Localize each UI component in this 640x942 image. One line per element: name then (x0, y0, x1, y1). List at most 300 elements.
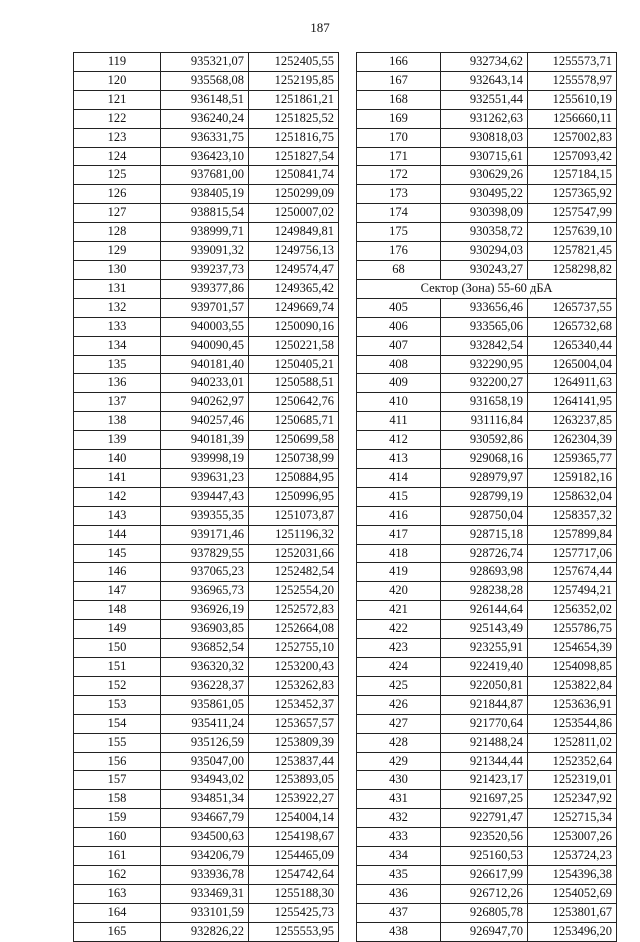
table-row (74, 166, 339, 185)
y-coordinate-cell: 1252347,92 (528, 790, 617, 809)
point-number-cell: 171 (357, 147, 441, 166)
point-number-cell: 417 (357, 525, 441, 544)
x-coordinate-cell: 940262,97 (161, 393, 249, 412)
y-coordinate-cell: 1253262,83 (249, 676, 339, 695)
y-coordinate-cell: 1249849,81 (249, 223, 339, 242)
point-number-cell: 423 (357, 639, 441, 658)
point-number-cell: 131 (74, 279, 161, 298)
point-number-cell: 429 (357, 752, 441, 771)
y-coordinate-cell: 1250588,51 (249, 374, 339, 393)
x-coordinate-cell: 935047,00 (161, 752, 249, 771)
y-coordinate-cell: 1258357,32 (528, 506, 617, 525)
y-coordinate-cell: 1250699,58 (249, 431, 339, 450)
point-number-cell: 143 (74, 506, 161, 525)
x-coordinate-cell: 938999,71 (161, 223, 249, 242)
x-coordinate-cell: 928238,28 (441, 582, 528, 601)
x-coordinate-cell: 933656,46 (441, 298, 528, 317)
point-number-cell: 154 (74, 714, 161, 733)
y-coordinate-cell: 1254198,67 (249, 828, 339, 847)
point-number-cell: 175 (357, 223, 441, 242)
x-coordinate-cell: 937829,55 (161, 544, 249, 563)
x-coordinate-cell: 934206,79 (161, 847, 249, 866)
point-number-cell: 145 (74, 544, 161, 563)
point-number-cell: 142 (74, 487, 161, 506)
y-coordinate-cell: 1254004,14 (249, 809, 339, 828)
table-row (357, 658, 617, 677)
y-coordinate-cell: 1253007,26 (528, 828, 617, 847)
point-number-cell: 120 (74, 71, 161, 90)
y-coordinate-cell: 1254098,85 (528, 658, 617, 677)
y-coordinate-cell: 1259182,16 (528, 468, 617, 487)
point-number-cell: 428 (357, 733, 441, 752)
point-number-cell: 418 (357, 544, 441, 563)
point-number-cell: 155 (74, 733, 161, 752)
table-row (74, 847, 339, 866)
x-coordinate-cell: 921423,17 (441, 771, 528, 790)
x-coordinate-cell: 926144,64 (441, 601, 528, 620)
point-number-cell: 139 (74, 431, 161, 450)
table-row (74, 828, 339, 847)
x-coordinate-cell: 939447,43 (161, 487, 249, 506)
point-number-cell: 128 (74, 223, 161, 242)
x-coordinate-cell: 939701,57 (161, 298, 249, 317)
y-coordinate-cell: 1254052,69 (528, 884, 617, 903)
table-row (357, 695, 617, 714)
x-coordinate-cell: 930592,86 (441, 431, 528, 450)
point-number-cell: 167 (357, 71, 441, 90)
table-row (74, 601, 339, 620)
x-coordinate-cell: 923255,91 (441, 639, 528, 658)
x-coordinate-cell: 932551,44 (441, 90, 528, 109)
y-coordinate-cell: 1258632,04 (528, 487, 617, 506)
x-coordinate-cell: 922050,81 (441, 676, 528, 695)
point-number-cell: 68 (357, 260, 441, 279)
x-coordinate-cell: 936926,19 (161, 601, 249, 620)
table-row (74, 525, 339, 544)
table-row (74, 336, 339, 355)
x-coordinate-cell: 934943,02 (161, 771, 249, 790)
table-row (357, 506, 617, 525)
table-row (74, 374, 339, 393)
table-row (357, 790, 617, 809)
y-coordinate-cell: 1253496,20 (528, 922, 617, 941)
x-coordinate-cell: 930818,03 (441, 128, 528, 147)
point-number-cell: 412 (357, 431, 441, 450)
x-coordinate-cell: 936965,73 (161, 582, 249, 601)
x-coordinate-cell: 932200,27 (441, 374, 528, 393)
y-coordinate-cell: 1255573,71 (528, 53, 617, 72)
point-number-cell: 123 (74, 128, 161, 147)
right-coordinates-table (356, 52, 617, 942)
table-row (74, 298, 339, 317)
table-row (74, 922, 339, 941)
y-coordinate-cell: 1251816,75 (249, 128, 339, 147)
point-number-cell: 146 (74, 563, 161, 582)
table-row (357, 223, 617, 242)
x-coordinate-cell: 940181,39 (161, 431, 249, 450)
table-row (357, 771, 617, 790)
x-coordinate-cell: 931658,19 (441, 393, 528, 412)
y-coordinate-cell: 1252195,85 (249, 71, 339, 90)
table-row (357, 147, 617, 166)
point-number-cell: 140 (74, 450, 161, 469)
y-coordinate-cell: 1264911,63 (528, 374, 617, 393)
table-row (74, 393, 339, 412)
y-coordinate-cell: 1253200,43 (249, 658, 339, 677)
y-coordinate-cell: 1252482,54 (249, 563, 339, 582)
x-coordinate-cell: 921697,25 (441, 790, 528, 809)
x-coordinate-cell: 926947,70 (441, 922, 528, 941)
point-number-cell: 159 (74, 809, 161, 828)
point-number-cell: 153 (74, 695, 161, 714)
y-coordinate-cell: 1251861,21 (249, 90, 339, 109)
table-row (74, 412, 339, 431)
y-coordinate-cell: 1251196,32 (249, 525, 339, 544)
x-coordinate-cell: 925143,49 (441, 620, 528, 639)
table-row (74, 185, 339, 204)
table-row (357, 298, 617, 317)
point-number-cell: 152 (74, 676, 161, 695)
y-coordinate-cell: 1257365,92 (528, 185, 617, 204)
x-coordinate-cell: 938405,19 (161, 185, 249, 204)
page-number: 187 (310, 20, 330, 35)
point-number-cell: 405 (357, 298, 441, 317)
point-number-cell: 133 (74, 317, 161, 336)
table-row (74, 260, 339, 279)
x-coordinate-cell: 938815,54 (161, 204, 249, 223)
table-row (357, 374, 617, 393)
y-coordinate-cell: 1253544,86 (528, 714, 617, 733)
x-coordinate-cell: 931262,63 (441, 109, 528, 128)
point-number-cell: 148 (74, 601, 161, 620)
point-number-cell: 408 (357, 355, 441, 374)
table-row (74, 790, 339, 809)
y-coordinate-cell: 1253837,44 (249, 752, 339, 771)
table-row (74, 658, 339, 677)
table-row (74, 223, 339, 242)
table-row (357, 922, 617, 941)
point-number-cell: 434 (357, 847, 441, 866)
x-coordinate-cell: 940233,01 (161, 374, 249, 393)
point-number-cell: 138 (74, 412, 161, 431)
table-row (74, 242, 339, 261)
point-number-cell: 432 (357, 809, 441, 828)
x-coordinate-cell: 935411,24 (161, 714, 249, 733)
y-coordinate-cell: 1255553,95 (249, 922, 339, 941)
y-coordinate-cell: 1252811,02 (528, 733, 617, 752)
table-row (357, 412, 617, 431)
x-coordinate-cell: 930358,72 (441, 223, 528, 242)
x-coordinate-cell: 932826,22 (161, 922, 249, 941)
table-row (74, 279, 339, 298)
table-row (357, 355, 617, 374)
y-coordinate-cell: 1265004,04 (528, 355, 617, 374)
table-row (74, 53, 339, 72)
y-coordinate-cell: 1250090,16 (249, 317, 339, 336)
x-coordinate-cell: 922791,47 (441, 809, 528, 828)
point-number-cell: 176 (357, 242, 441, 261)
table-row (74, 487, 339, 506)
table-row (74, 582, 339, 601)
point-number-cell: 409 (357, 374, 441, 393)
point-number-cell: 433 (357, 828, 441, 847)
point-number-cell: 174 (357, 204, 441, 223)
x-coordinate-cell: 928979,97 (441, 468, 528, 487)
y-coordinate-cell: 1257717,06 (528, 544, 617, 563)
x-coordinate-cell: 935321,07 (161, 53, 249, 72)
section-title: Сектор (Зона) 55-60 дБА (357, 279, 617, 298)
x-coordinate-cell: 929068,16 (441, 450, 528, 469)
y-coordinate-cell: 1252352,64 (528, 752, 617, 771)
point-number-cell: 164 (74, 903, 161, 922)
table-row (357, 903, 617, 922)
table-row (357, 601, 617, 620)
table-row (74, 147, 339, 166)
y-coordinate-cell: 1257547,99 (528, 204, 617, 223)
x-coordinate-cell: 932290,95 (441, 355, 528, 374)
point-number-cell: 122 (74, 109, 161, 128)
table-row (74, 355, 339, 374)
y-coordinate-cell: 1262304,39 (528, 431, 617, 450)
y-coordinate-cell: 1263237,85 (528, 412, 617, 431)
y-coordinate-cell: 1252664,08 (249, 620, 339, 639)
table-row (74, 204, 339, 223)
point-number-cell: 141 (74, 468, 161, 487)
y-coordinate-cell: 1250299,09 (249, 185, 339, 204)
table-row (357, 393, 617, 412)
x-coordinate-cell: 936228,37 (161, 676, 249, 695)
x-coordinate-cell: 928750,04 (441, 506, 528, 525)
x-coordinate-cell: 930629,26 (441, 166, 528, 185)
table-row (357, 109, 617, 128)
point-number-cell: 136 (74, 374, 161, 393)
x-coordinate-cell: 937681,00 (161, 166, 249, 185)
y-coordinate-cell: 1253922,27 (249, 790, 339, 809)
point-number-cell: 129 (74, 242, 161, 261)
table-row (357, 450, 617, 469)
y-coordinate-cell: 1249574,47 (249, 260, 339, 279)
y-coordinate-cell: 1264141,95 (528, 393, 617, 412)
table-row (74, 431, 339, 450)
table-row (74, 884, 339, 903)
y-coordinate-cell: 1249365,42 (249, 279, 339, 298)
y-coordinate-cell: 1257639,10 (528, 223, 617, 242)
point-number-cell: 126 (74, 185, 161, 204)
table-row (357, 620, 617, 639)
table-row (357, 71, 617, 90)
table-row (74, 865, 339, 884)
y-coordinate-cell: 1252572,83 (249, 601, 339, 620)
x-coordinate-cell: 925160,53 (441, 847, 528, 866)
point-number-cell: 124 (74, 147, 161, 166)
table-row (357, 847, 617, 866)
x-coordinate-cell: 939998,19 (161, 450, 249, 469)
table-row (357, 260, 617, 279)
table-row (74, 676, 339, 695)
point-number-cell: 427 (357, 714, 441, 733)
table-row (74, 317, 339, 336)
x-coordinate-cell: 923520,56 (441, 828, 528, 847)
point-number-cell: 416 (357, 506, 441, 525)
point-number-cell: 421 (357, 601, 441, 620)
point-number-cell: 160 (74, 828, 161, 847)
point-number-cell: 437 (357, 903, 441, 922)
x-coordinate-cell: 932842,54 (441, 336, 528, 355)
x-coordinate-cell: 936320,32 (161, 658, 249, 677)
point-number-cell: 170 (357, 128, 441, 147)
x-coordinate-cell: 926617,99 (441, 865, 528, 884)
point-number-cell: 422 (357, 620, 441, 639)
point-number-cell: 121 (74, 90, 161, 109)
table-row (357, 544, 617, 563)
x-coordinate-cell: 933469,31 (161, 884, 249, 903)
y-coordinate-cell: 1250884,95 (249, 468, 339, 487)
x-coordinate-cell: 935861,05 (161, 695, 249, 714)
point-number-cell: 169 (357, 109, 441, 128)
point-number-cell: 135 (74, 355, 161, 374)
table-row (357, 563, 617, 582)
y-coordinate-cell: 1250642,76 (249, 393, 339, 412)
x-coordinate-cell: 932643,14 (441, 71, 528, 90)
x-coordinate-cell: 922419,40 (441, 658, 528, 677)
y-coordinate-cell: 1253657,57 (249, 714, 339, 733)
y-coordinate-cell: 1252715,34 (528, 809, 617, 828)
table-row (74, 544, 339, 563)
x-coordinate-cell: 930715,61 (441, 147, 528, 166)
x-coordinate-cell: 921488,24 (441, 733, 528, 752)
y-coordinate-cell: 1252405,55 (249, 53, 339, 72)
point-number-cell: 149 (74, 620, 161, 639)
table-row (74, 771, 339, 790)
x-coordinate-cell: 921844,87 (441, 695, 528, 714)
point-number-cell: 119 (74, 53, 161, 72)
x-coordinate-cell: 928726,74 (441, 544, 528, 563)
x-coordinate-cell: 936331,75 (161, 128, 249, 147)
point-number-cell: 419 (357, 563, 441, 582)
y-coordinate-cell: 1256660,11 (528, 109, 617, 128)
point-number-cell: 144 (74, 525, 161, 544)
x-coordinate-cell: 936903,85 (161, 620, 249, 639)
table-row (74, 109, 339, 128)
x-coordinate-cell: 936240,24 (161, 109, 249, 128)
table-row (357, 865, 617, 884)
point-number-cell: 130 (74, 260, 161, 279)
table-row (357, 639, 617, 658)
y-coordinate-cell: 1254396,38 (528, 865, 617, 884)
x-coordinate-cell: 934851,34 (161, 790, 249, 809)
y-coordinate-cell: 1257674,44 (528, 563, 617, 582)
table-row (357, 204, 617, 223)
x-coordinate-cell: 935126,59 (161, 733, 249, 752)
y-coordinate-cell: 1252319,01 (528, 771, 617, 790)
y-coordinate-cell: 1253822,84 (528, 676, 617, 695)
y-coordinate-cell: 1256352,02 (528, 601, 617, 620)
x-coordinate-cell: 930243,27 (441, 260, 528, 279)
table-row (74, 450, 339, 469)
y-coordinate-cell: 1253724,23 (528, 847, 617, 866)
point-number-cell: 411 (357, 412, 441, 431)
table-row (357, 468, 617, 487)
y-coordinate-cell: 1265340,44 (528, 336, 617, 355)
y-coordinate-cell: 1250685,71 (249, 412, 339, 431)
point-number-cell: 413 (357, 450, 441, 469)
table-row (74, 903, 339, 922)
x-coordinate-cell: 939377,86 (161, 279, 249, 298)
table-row (74, 90, 339, 109)
table-row (357, 733, 617, 752)
section-header-row (357, 279, 617, 298)
y-coordinate-cell: 1265737,55 (528, 298, 617, 317)
x-coordinate-cell: 939355,35 (161, 506, 249, 525)
point-number-cell: 407 (357, 336, 441, 355)
table-row (74, 620, 339, 639)
x-coordinate-cell: 930495,22 (441, 185, 528, 204)
y-coordinate-cell: 1250405,21 (249, 355, 339, 374)
point-number-cell: 414 (357, 468, 441, 487)
table-row (357, 242, 617, 261)
point-number-cell: 420 (357, 582, 441, 601)
table-row (74, 71, 339, 90)
y-coordinate-cell: 1255578,97 (528, 71, 617, 90)
x-coordinate-cell: 935568,08 (161, 71, 249, 90)
x-coordinate-cell: 926712,26 (441, 884, 528, 903)
table-row (74, 714, 339, 733)
y-coordinate-cell: 1259365,77 (528, 450, 617, 469)
x-coordinate-cell: 933936,78 (161, 865, 249, 884)
y-coordinate-cell: 1252031,66 (249, 544, 339, 563)
y-coordinate-cell: 1250007,02 (249, 204, 339, 223)
table-row (357, 487, 617, 506)
point-number-cell: 424 (357, 658, 441, 677)
point-number-cell: 438 (357, 922, 441, 941)
table-row (74, 128, 339, 147)
y-coordinate-cell: 1258298,82 (528, 260, 617, 279)
table-row (74, 733, 339, 752)
x-coordinate-cell: 940181,40 (161, 355, 249, 374)
y-coordinate-cell: 1252554,20 (249, 582, 339, 601)
y-coordinate-cell: 1255610,19 (528, 90, 617, 109)
point-number-cell: 163 (74, 884, 161, 903)
point-number-cell: 151 (74, 658, 161, 677)
table-row (357, 582, 617, 601)
x-coordinate-cell: 931116,84 (441, 412, 528, 431)
y-coordinate-cell: 1249756,13 (249, 242, 339, 261)
x-coordinate-cell: 936852,54 (161, 639, 249, 658)
point-number-cell: 165 (74, 922, 161, 941)
point-number-cell: 134 (74, 336, 161, 355)
y-coordinate-cell: 1254654,39 (528, 639, 617, 658)
x-coordinate-cell: 930398,09 (441, 204, 528, 223)
x-coordinate-cell: 936148,51 (161, 90, 249, 109)
y-coordinate-cell: 1253636,91 (528, 695, 617, 714)
y-coordinate-cell: 1257494,21 (528, 582, 617, 601)
point-number-cell: 132 (74, 298, 161, 317)
x-coordinate-cell: 939171,46 (161, 525, 249, 544)
table-row (357, 185, 617, 204)
y-coordinate-cell: 1253893,05 (249, 771, 339, 790)
x-coordinate-cell: 940090,45 (161, 336, 249, 355)
x-coordinate-cell: 939631,23 (161, 468, 249, 487)
point-number-cell: 425 (357, 676, 441, 695)
y-coordinate-cell: 1251827,54 (249, 147, 339, 166)
y-coordinate-cell: 1253801,67 (528, 903, 617, 922)
y-coordinate-cell: 1252755,10 (249, 639, 339, 658)
point-number-cell: 436 (357, 884, 441, 903)
table-row (74, 506, 339, 525)
y-coordinate-cell: 1255786,75 (528, 620, 617, 639)
table-row (357, 714, 617, 733)
point-number-cell: 147 (74, 582, 161, 601)
